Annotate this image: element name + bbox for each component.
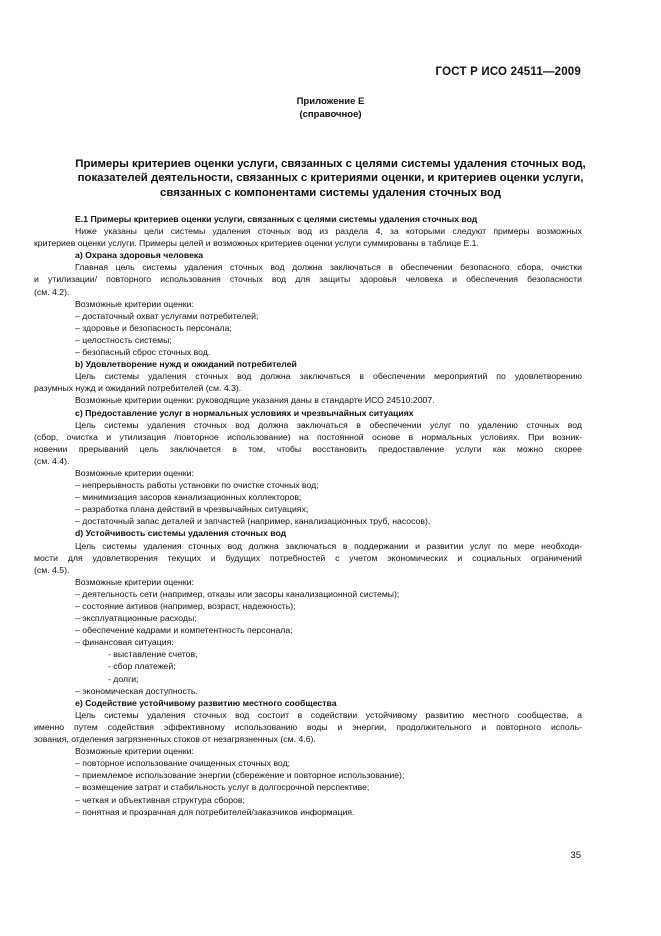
list-item: – минимизация засоров канализационных коллекторов; — [75, 492, 302, 503]
list-item: – четкая и объективная структура сборов; — [75, 794, 245, 805]
list-item: - долги; — [108, 673, 139, 684]
list-item: – разработка плана действий в чрезвычайных ситуациях; — [75, 504, 309, 515]
list-item: – понятная и прозрачная для потребителей/заказчиков информация. — [75, 806, 355, 817]
list-item: – эксплуатационные расходы; — [75, 613, 197, 624]
paragraph-line: зования, отделения загрязненных стоков от незагрязненных (см. 4.6). — [34, 734, 316, 745]
section-heading: Е.1 Примеры критериев оценки услуги, связанных с целями системы удаления сточных вод — [75, 214, 478, 224]
list-item: – деятельность сети (например, отказы или засоры канализационной системы); — [75, 588, 400, 599]
list-item: - сбор платежей; — [108, 661, 176, 672]
paragraph-line: мости для удовлетворения текущих и будущих потребностей с учетом экономических и социальных ограничений — [34, 552, 582, 563]
paragraph-line: новении прерываний цель заключается в том, чтобы восстановить предоставление услуги как можно скорее — [34, 443, 582, 454]
paragraph-line: Цель системы удаления сточных вод состоит в содействии устойчивому развитию местного сообщества, а — [75, 709, 582, 720]
section-heading: d) Устойчивость системы удаления сточных вод — [75, 528, 287, 539]
document-body — [34, 213, 582, 818]
appendix-type: (справочное) — [299, 109, 362, 120]
list-item: – финансовая ситуация: — [75, 637, 174, 648]
paragraph-line: именно путем содействия эффективному использованию воды и энергии, продолжительного и повторного исполь- — [34, 721, 582, 732]
appendix-heading — [0, 95, 661, 121]
section-heading: a) Охрана здоровья человека — [75, 250, 204, 261]
list-item: – возмещение затрат и стабильность услуг в долгосрочной перспективе; — [75, 782, 370, 793]
paragraph-line: Главная цель системы удаления сточных вод должна заключаться в обеспечении безопасного сбора, очистки — [75, 262, 582, 273]
paragraph-line: (сбор, очистка и утилизация /повторное использование) на постоянной основе в нормальных условиях. При возник- — [34, 431, 582, 442]
paragraph-line: Цель системы удаления сточных вод должна заключаться в поддержании и развитии услуг по мере необходи- — [75, 540, 582, 551]
paragraph-line: и утилизации/ повторного использования сточных вод для защиты здоровья человека и обеспечения безопасности — [34, 274, 582, 285]
paragraph-line: (см. 4.5). — [34, 564, 70, 575]
paragraph-line: Ниже указаны цели системы удаления сточных вод из раздела 4, за которыми следуют примеры возможных — [75, 226, 582, 237]
section-heading: b) Удовлетворение нужд и ожиданий потребителей — [75, 359, 297, 370]
list-item: – здоровье и безопасность персонала; — [75, 322, 232, 333]
list-item: – достаточный запас деталей и запчастей (например, канализационных труб, насосов). — [75, 516, 431, 527]
paragraph-line: Возможные критерии оценки: — [75, 467, 194, 478]
paragraph-line: Цель системы удаления сточных вод должна заключаться в обеспечении услуг по удалению сточных вод — [75, 419, 582, 430]
paragraph-line: (см. 4.4). — [34, 455, 70, 466]
paragraph-line: Возможные критерии оценки: — [75, 298, 194, 309]
paragraph-line: разумных нужд и ожиданий потребителей (см. 4.3). — [34, 383, 242, 394]
document-header: ГОСТ Р ИСО 24511—2009 — [435, 66, 581, 78]
list-item: – непрерывность работы установки по очистке сточных вод; — [75, 480, 319, 491]
list-item: – достаточный охват услугами потребителей; — [75, 310, 259, 321]
paragraph-line: Цель системы удаления сточных вод должна заключаться в обеспечении мероприятий по удовлетворению — [75, 371, 582, 382]
list-item: – целостность системы; — [75, 334, 172, 345]
title-line: Примеры критериев оценки услуги, связанных с целями системы удаления сточных вод, — [75, 158, 586, 170]
paragraph-line: (см. 4.2). — [34, 286, 70, 297]
paragraph-line: Возможные критерии оценки: — [75, 746, 194, 757]
section-heading: c) Предоставление услуг в нормальных условиях и чрезвычайных ситуациях — [75, 407, 414, 418]
appendix-title — [40, 157, 621, 200]
list-item: – повторное использование очищенных сточных вод; — [75, 758, 291, 769]
page-number: 35 — [570, 850, 581, 861]
list-item: – приемлемое использование энергии (сбережение и повторное использование); — [75, 770, 405, 781]
title-line: показателей деятельности, связанных с критериями оценки, и критериев оценки услуги, — [77, 172, 584, 185]
paragraph-line: Возможные критерии оценки: руководящие указания даны в стандарте ИСО 24510:2007. — [75, 395, 435, 406]
list-item: – экономическая доступность. — [75, 685, 198, 696]
appendix-label: Приложение Е — [296, 96, 365, 107]
list-item: – обеспечение кадрами и компетентность персонала; — [75, 625, 293, 636]
title-line: связанных с компонентами системы удаления сточных вод — [160, 186, 501, 199]
list-item: – состояние активов (например, возраст, надежность); — [75, 601, 296, 611]
section-heading: e) Содействие устойчивому развитию местного сообщества — [75, 697, 337, 708]
paragraph-line: Возможные критерии оценки: — [75, 576, 194, 587]
list-item: - выставление счетов, — [108, 649, 198, 660]
list-item: – безопасный сброс сточных вод. — [75, 347, 211, 358]
paragraph-line: критериев оценки услуги. Примеры целей и возможных критериев оценки услуги суммированы в таблице Е.1. — [34, 238, 479, 249]
